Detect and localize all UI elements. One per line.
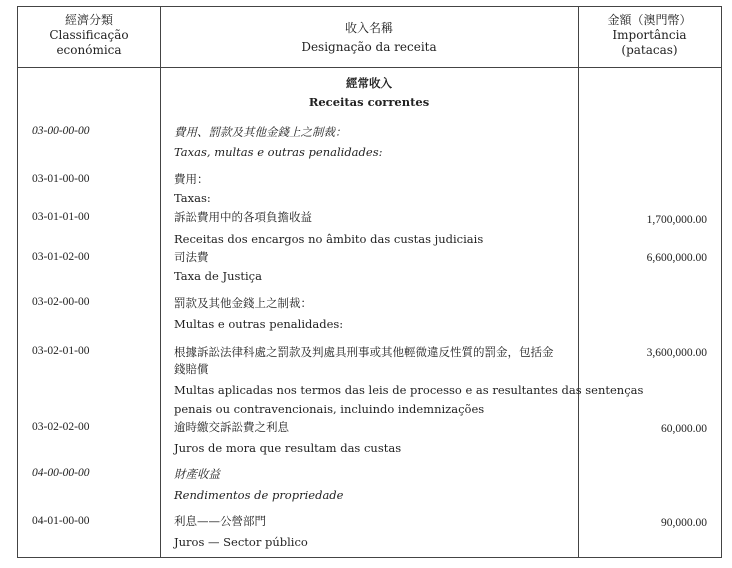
row-code: 04-01-00-00 xyxy=(32,515,90,527)
row-desc-pt: Taxas, multas e outras penalidades: xyxy=(174,145,383,159)
row-desc-pt: Multas aplicadas nos termos das leis de processo e as resultantes das sentenças xyxy=(174,383,644,397)
row-amount: 90,000.00 xyxy=(661,517,707,529)
row-code: 03-01-02-00 xyxy=(32,251,90,263)
row-amount: 6,600,000.00 xyxy=(646,252,707,264)
header-divider xyxy=(18,67,721,68)
column-divider xyxy=(578,7,579,557)
header-amount-pt: Importância xyxy=(612,28,687,42)
header-amount-unit: (patacas) xyxy=(621,43,678,57)
header-classification xyxy=(18,13,160,58)
row-desc-pt: Taxa de Justiça xyxy=(174,269,262,283)
row-desc-zh: 訴訟費用中的各項負擔收益 xyxy=(174,210,312,224)
header-classification-pt2: económica xyxy=(56,43,122,57)
row-code: 03-01-00-00 xyxy=(32,173,90,185)
header-classification-pt: Classificação xyxy=(49,28,129,42)
row-desc-zh: 財產收益 xyxy=(174,467,220,481)
header-amount-zh: 金額（澳門幣） xyxy=(607,13,692,27)
row-code: 03-02-01-00 xyxy=(32,345,90,357)
header-amount xyxy=(578,13,721,58)
header-designation-pt: Designação da receita xyxy=(301,40,437,54)
revenue-table xyxy=(17,6,722,558)
row-desc-pt: Juros — Sector público xyxy=(174,535,308,549)
row-desc-pt: Receitas dos encargos no âmbito das custas judiciais xyxy=(174,232,484,246)
row-desc-zh: 錢賠償 xyxy=(174,362,209,376)
row-code: 03-01-01-00 xyxy=(32,211,90,223)
row-desc-zh: 費用、罰款及其他金錢上之制裁： xyxy=(174,125,347,139)
row-desc-zh: 罰款及其他金錢上之制裁： xyxy=(174,296,312,310)
row-desc-pt: Multas e outras penalidades: xyxy=(174,317,344,331)
row-desc-zh: 費用： xyxy=(174,172,209,186)
row-desc-zh: 利息——公營部門 xyxy=(174,514,266,528)
row-desc-pt: penais ou contravencionais, incluindo indemnizações xyxy=(174,402,485,416)
row-amount: 3,600,000.00 xyxy=(646,347,707,359)
row-amount: 1,700,000.00 xyxy=(646,214,707,226)
header-designation xyxy=(160,21,578,55)
row-desc-pt: Taxas: xyxy=(174,191,211,205)
row-desc-zh: 根據訴訟法律科處之罰款及判處具刑事或其他輕微違反性質的罰金，包括金 xyxy=(174,345,554,359)
row-code: 03-02-02-00 xyxy=(32,421,90,433)
row-code: 03-02-00-00 xyxy=(32,296,90,308)
row-desc-zh: 逾時繳交訴訟費之利息 xyxy=(174,420,289,434)
row-code: 03-00-00-00 xyxy=(32,125,90,137)
row-desc-pt: Juros de mora que resultam das custas xyxy=(174,441,402,455)
row-desc-pt: Rendimentos de propriedade xyxy=(174,488,344,502)
header-designation-zh: 收入名稱 xyxy=(344,21,393,35)
row-amount: 60,000.00 xyxy=(661,423,707,435)
row-code: 04-00-00-00 xyxy=(32,467,90,479)
header-classification-zh: 經濟分類 xyxy=(64,13,113,27)
row-desc-zh: 司法費 xyxy=(174,250,209,264)
section-title-zh: 經常收入 xyxy=(346,76,392,90)
section-title-pt: Receitas correntes xyxy=(308,95,430,109)
